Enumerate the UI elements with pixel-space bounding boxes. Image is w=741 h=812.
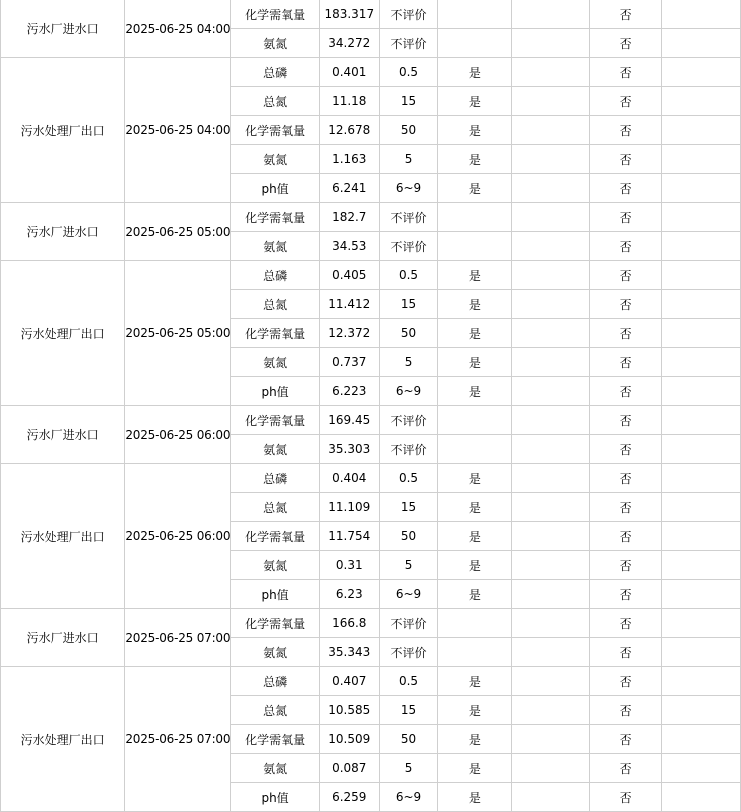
exceed-cell: 否 [590, 58, 662, 87]
time-cell: 2025-06-25 07:00 [125, 609, 231, 667]
blank-cell [512, 58, 590, 87]
compliance-cell: 是 [438, 667, 512, 696]
exceed-cell: 否 [590, 406, 662, 435]
table-row [1, 0, 741, 29]
remark-cell [662, 696, 741, 725]
exceed-cell: 否 [590, 522, 662, 551]
indicator-cell: 化学需氧量 [231, 203, 320, 232]
indicator-cell: 化学需氧量 [231, 725, 320, 754]
standard-cell: 6~9 [379, 377, 438, 406]
exceed-cell: 否 [590, 87, 662, 116]
blank-cell [512, 174, 590, 203]
standard-cell: 不评价 [379, 435, 438, 464]
exceed-cell: 否 [590, 203, 662, 232]
exceed-cell: 否 [590, 174, 662, 203]
value-cell: 34.272 [319, 29, 379, 58]
exceed-cell: 否 [590, 145, 662, 174]
blank-cell [512, 493, 590, 522]
value-cell: 183.317 [319, 0, 379, 29]
compliance-cell: 是 [438, 783, 512, 812]
time-cell: 2025-06-25 04:00 [125, 0, 231, 58]
exceed-cell: 否 [590, 435, 662, 464]
blank-cell [512, 0, 590, 29]
standard-cell: 不评价 [379, 0, 438, 29]
compliance-cell: 是 [438, 377, 512, 406]
blank-cell [512, 87, 590, 116]
value-cell: 0.737 [319, 348, 379, 377]
value-cell: 182.7 [319, 203, 379, 232]
compliance-cell [438, 609, 512, 638]
remark-cell [662, 58, 741, 87]
site-cell: 污水处理厂出口 [1, 464, 125, 609]
site-cell: 污水处理厂出口 [1, 667, 125, 812]
compliance-cell [438, 203, 512, 232]
compliance-cell [438, 435, 512, 464]
standard-cell: 6~9 [379, 174, 438, 203]
standard-cell: 15 [379, 696, 438, 725]
remark-cell [662, 145, 741, 174]
standard-cell: 5 [379, 754, 438, 783]
indicator-cell: 氨氮 [231, 435, 320, 464]
compliance-cell: 是 [438, 580, 512, 609]
value-cell: 0.404 [319, 464, 379, 493]
standard-cell: 50 [379, 319, 438, 348]
standard-cell: 不评价 [379, 203, 438, 232]
value-cell: 35.303 [319, 435, 379, 464]
exceed-cell: 否 [590, 348, 662, 377]
value-cell: 6.23 [319, 580, 379, 609]
value-cell: 11.754 [319, 522, 379, 551]
compliance-cell: 是 [438, 696, 512, 725]
table-row [1, 406, 741, 435]
blank-cell [512, 522, 590, 551]
indicator-cell: 氨氮 [231, 232, 320, 261]
standard-cell: 15 [379, 87, 438, 116]
exceed-cell: 否 [590, 667, 662, 696]
remark-cell [662, 319, 741, 348]
compliance-cell: 是 [438, 145, 512, 174]
standard-cell: 50 [379, 725, 438, 754]
site-cell: 污水处理厂出口 [1, 58, 125, 203]
exceed-cell: 否 [590, 261, 662, 290]
indicator-cell: ph值 [231, 783, 320, 812]
value-cell: 10.509 [319, 725, 379, 754]
remark-cell [662, 638, 741, 667]
site-cell: 污水厂进水口 [1, 203, 125, 261]
standard-cell: 不评价 [379, 29, 438, 58]
indicator-cell: 化学需氧量 [231, 609, 320, 638]
time-cell: 2025-06-25 05:00 [125, 261, 231, 406]
standard-cell: 5 [379, 145, 438, 174]
site-cell: 污水厂进水口 [1, 0, 125, 58]
standard-cell: 15 [379, 493, 438, 522]
blank-cell [512, 696, 590, 725]
blank-cell [512, 725, 590, 754]
site-cell: 污水厂进水口 [1, 406, 125, 464]
remark-cell [662, 232, 741, 261]
remark-cell [662, 406, 741, 435]
exceed-cell: 否 [590, 609, 662, 638]
exceed-cell: 否 [590, 29, 662, 58]
blank-cell [512, 348, 590, 377]
remark-cell [662, 0, 741, 29]
standard-cell: 不评价 [379, 232, 438, 261]
compliance-cell: 是 [438, 725, 512, 754]
compliance-cell: 是 [438, 261, 512, 290]
blank-cell [512, 667, 590, 696]
standard-cell: 6~9 [379, 580, 438, 609]
time-cell: 2025-06-25 04:00 [125, 58, 231, 203]
remark-cell [662, 29, 741, 58]
remark-cell [662, 87, 741, 116]
indicator-cell: 化学需氧量 [231, 406, 320, 435]
remark-cell [662, 116, 741, 145]
indicator-cell: 化学需氧量 [231, 116, 320, 145]
value-cell: 11.109 [319, 493, 379, 522]
indicator-cell: 总磷 [231, 464, 320, 493]
site-cell: 污水处理厂出口 [1, 261, 125, 406]
compliance-cell: 是 [438, 174, 512, 203]
indicator-cell: 总氮 [231, 290, 320, 319]
compliance-cell [438, 232, 512, 261]
compliance-cell: 是 [438, 58, 512, 87]
exceed-cell: 否 [590, 319, 662, 348]
remark-cell [662, 435, 741, 464]
standard-cell: 0.5 [379, 261, 438, 290]
value-cell: 1.163 [319, 145, 379, 174]
value-cell: 35.343 [319, 638, 379, 667]
indicator-cell: 氨氮 [231, 754, 320, 783]
remark-cell [662, 493, 741, 522]
standard-cell: 50 [379, 522, 438, 551]
value-cell: 0.087 [319, 754, 379, 783]
indicator-cell: 化学需氧量 [231, 522, 320, 551]
remark-cell [662, 754, 741, 783]
compliance-cell [438, 638, 512, 667]
compliance-cell [438, 406, 512, 435]
table-row [1, 609, 741, 638]
standard-cell: 不评价 [379, 609, 438, 638]
remark-cell [662, 348, 741, 377]
exceed-cell: 否 [590, 696, 662, 725]
standard-cell: 0.5 [379, 58, 438, 87]
value-cell: 6.241 [319, 174, 379, 203]
time-cell: 2025-06-25 05:00 [125, 203, 231, 261]
compliance-cell: 是 [438, 493, 512, 522]
blank-cell [512, 116, 590, 145]
standard-cell: 50 [379, 116, 438, 145]
remark-cell [662, 580, 741, 609]
exceed-cell: 否 [590, 377, 662, 406]
blank-cell [512, 145, 590, 174]
exceed-cell: 否 [590, 580, 662, 609]
standard-cell: 6~9 [379, 783, 438, 812]
table-row [1, 203, 741, 232]
exceed-cell: 否 [590, 638, 662, 667]
compliance-cell [438, 0, 512, 29]
exceed-cell: 否 [590, 725, 662, 754]
indicator-cell: 氨氮 [231, 638, 320, 667]
compliance-cell: 是 [438, 754, 512, 783]
value-cell: 11.18 [319, 87, 379, 116]
standard-cell: 5 [379, 551, 438, 580]
indicator-cell: 氨氮 [231, 348, 320, 377]
value-cell: 34.53 [319, 232, 379, 261]
value-cell: 166.8 [319, 609, 379, 638]
blank-cell [512, 464, 590, 493]
remark-cell [662, 261, 741, 290]
indicator-cell: ph值 [231, 580, 320, 609]
indicator-cell: 氨氮 [231, 29, 320, 58]
time-cell: 2025-06-25 07:00 [125, 667, 231, 812]
blank-cell [512, 406, 590, 435]
table-row [1, 667, 741, 696]
blank-cell [512, 783, 590, 812]
standard-cell: 不评价 [379, 638, 438, 667]
exceed-cell: 否 [590, 783, 662, 812]
indicator-cell: 总磷 [231, 667, 320, 696]
indicator-cell: 总氮 [231, 696, 320, 725]
standard-cell: 15 [379, 290, 438, 319]
blank-cell [512, 203, 590, 232]
standard-cell: 0.5 [379, 667, 438, 696]
exceed-cell: 否 [590, 754, 662, 783]
remark-cell [662, 377, 741, 406]
table-row [1, 464, 741, 493]
value-cell: 6.223 [319, 377, 379, 406]
indicator-cell: ph值 [231, 174, 320, 203]
monitoring-table-body [1, 0, 741, 812]
indicator-cell: 化学需氧量 [231, 319, 320, 348]
exceed-cell: 否 [590, 232, 662, 261]
value-cell: 0.401 [319, 58, 379, 87]
exceed-cell: 否 [590, 493, 662, 522]
remark-cell [662, 551, 741, 580]
indicator-cell: 氨氮 [231, 551, 320, 580]
compliance-cell: 是 [438, 348, 512, 377]
compliance-cell: 是 [438, 464, 512, 493]
value-cell: 0.31 [319, 551, 379, 580]
standard-cell: 5 [379, 348, 438, 377]
compliance-cell: 是 [438, 116, 512, 145]
remark-cell [662, 464, 741, 493]
blank-cell [512, 29, 590, 58]
remark-cell [662, 667, 741, 696]
blank-cell [512, 638, 590, 667]
compliance-cell: 是 [438, 87, 512, 116]
value-cell: 12.678 [319, 116, 379, 145]
value-cell: 169.45 [319, 406, 379, 435]
time-cell: 2025-06-25 06:00 [125, 406, 231, 464]
indicator-cell: 氨氮 [231, 145, 320, 174]
value-cell: 12.372 [319, 319, 379, 348]
blank-cell [512, 754, 590, 783]
compliance-cell: 是 [438, 290, 512, 319]
remark-cell [662, 609, 741, 638]
blank-cell [512, 551, 590, 580]
table-row [1, 261, 741, 290]
remark-cell [662, 725, 741, 754]
table-row [1, 58, 741, 87]
exceed-cell: 否 [590, 551, 662, 580]
remark-cell [662, 290, 741, 319]
blank-cell [512, 319, 590, 348]
blank-cell [512, 290, 590, 319]
remark-cell [662, 522, 741, 551]
exceed-cell: 否 [590, 0, 662, 29]
value-cell: 0.405 [319, 261, 379, 290]
indicator-cell: 总氮 [231, 87, 320, 116]
indicator-cell: 总磷 [231, 58, 320, 87]
value-cell: 0.407 [319, 667, 379, 696]
time-cell: 2025-06-25 06:00 [125, 464, 231, 609]
site-cell: 污水厂进水口 [1, 609, 125, 667]
indicator-cell: 总氮 [231, 493, 320, 522]
blank-cell [512, 232, 590, 261]
value-cell: 11.412 [319, 290, 379, 319]
remark-cell [662, 783, 741, 812]
indicator-cell: ph值 [231, 377, 320, 406]
blank-cell [512, 435, 590, 464]
remark-cell [662, 174, 741, 203]
exceed-cell: 否 [590, 116, 662, 145]
blank-cell [512, 377, 590, 406]
indicator-cell: 化学需氧量 [231, 0, 320, 29]
compliance-cell [438, 29, 512, 58]
exceed-cell: 否 [590, 290, 662, 319]
standard-cell: 0.5 [379, 464, 438, 493]
standard-cell: 不评价 [379, 406, 438, 435]
value-cell: 6.259 [319, 783, 379, 812]
indicator-cell: 总磷 [231, 261, 320, 290]
blank-cell [512, 609, 590, 638]
compliance-cell: 是 [438, 522, 512, 551]
exceed-cell: 否 [590, 464, 662, 493]
blank-cell [512, 261, 590, 290]
remark-cell [662, 203, 741, 232]
value-cell: 10.585 [319, 696, 379, 725]
compliance-cell: 是 [438, 551, 512, 580]
blank-cell [512, 580, 590, 609]
compliance-cell: 是 [438, 319, 512, 348]
